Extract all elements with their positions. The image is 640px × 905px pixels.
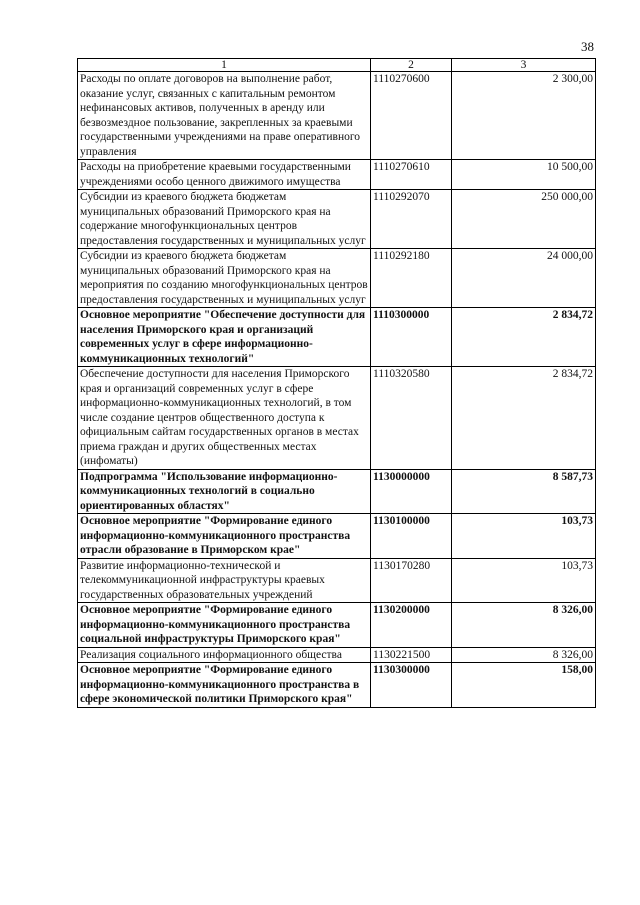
row-name-cell: Реализация социального информационного общества (78, 647, 371, 663)
row-amount-cell: 8 326,00 (452, 603, 596, 648)
table-header-row (78, 59, 596, 72)
row-code-cell: 1130000000 (371, 469, 452, 514)
table-row (78, 663, 596, 708)
row-code-cell: 1110292180 (371, 249, 452, 308)
row-code-cell: 1130221500 (371, 647, 452, 663)
table-row (78, 367, 596, 470)
row-amount-cell: 10 500,00 (452, 160, 596, 190)
row-amount-cell: 8 326,00 (452, 647, 596, 663)
column-header-name: 1 (78, 59, 371, 72)
row-name-cell: Субсидии из краевого бюджета бюджетам муниципальных образований Приморского края на мероприятия по созданию многофункциональных центров предоставления государственных и муниципальных услуг (78, 249, 371, 308)
table-row (78, 647, 596, 663)
table-row (78, 249, 596, 308)
row-code-cell: 1130170280 (371, 558, 452, 603)
column-header-amount: 3 (452, 59, 596, 72)
row-name-cell: Подпрограмма "Использование информационно-коммуникационных технологий в социально ориентированных областях" (78, 469, 371, 514)
row-name-cell: Основное мероприятие "Формирование единого информационно-коммуникационного пространства отрасли образование в Приморском крае" (78, 514, 371, 559)
page-number: 38 (581, 39, 594, 54)
table-row (78, 469, 596, 514)
row-code-cell: 1110320580 (371, 367, 452, 470)
budget-table (77, 58, 596, 708)
row-code-cell: 1130300000 (371, 663, 452, 708)
column-header-code: 2 (371, 59, 452, 72)
row-name-cell: Расходы на приобретение краевыми государственными учреждениями особо ценного движимого имущества (78, 160, 371, 190)
row-name-cell: Развитие информационно-технической и телекоммуникационной инфраструктуры краевых государственных образовательных учреждений (78, 558, 371, 603)
row-code-cell: 1130100000 (371, 514, 452, 559)
table-row (78, 603, 596, 648)
row-amount-cell: 103,73 (452, 558, 596, 603)
table-row (78, 160, 596, 190)
row-amount-cell: 250 000,00 (452, 190, 596, 249)
table-row (78, 72, 596, 160)
row-amount-cell: 8 587,73 (452, 469, 596, 514)
row-amount-cell: 158,00 (452, 663, 596, 708)
row-code-cell: 1130200000 (371, 603, 452, 648)
row-amount-cell: 24 000,00 (452, 249, 596, 308)
row-name-cell: Обеспечение доступности для населения Приморского края и организаций современных услуг в сфере информационно-коммуникационных технологий, в том числе создание центров общественного доступа к официальным сайтам государственных органов в местах приема граждан и других общественных местах (инфоматы) (78, 367, 371, 470)
row-name-cell: Основное мероприятие "Формирование единого информационно-коммуникационного пространства социальной инфраструктуры Приморского края" (78, 603, 371, 648)
row-code-cell: 1110292070 (371, 190, 452, 249)
row-code-cell: 1110300000 (371, 308, 452, 367)
table-row (78, 308, 596, 367)
row-name-cell: Основное мероприятие "Формирование единого информационно-коммуникационного пространства в сфере экономической политики Приморского края" (78, 663, 371, 708)
row-amount-cell: 2 300,00 (452, 72, 596, 160)
table-row (78, 514, 596, 559)
row-amount-cell: 2 834,72 (452, 308, 596, 367)
row-name-cell: Расходы по оплате договоров на выполнение работ, оказание услуг, связанных с капитальным ремонтом нефинансовых активов, полученных в аренду или безвозмездное пользование, закрепленных за краевыми государственными учреждениями на праве оперативного управления (78, 72, 371, 160)
row-name-cell: Основное мероприятие "Обеспечение доступности для населения Приморского края и организаций современных услуг в сфере информационно-коммуникационных технологий" (78, 308, 371, 367)
row-name-cell: Субсидии из краевого бюджета бюджетам муниципальных образований Приморского края на содержание многофункциональных центров предоставления государственных и муниципальных услуг (78, 190, 371, 249)
row-amount-cell: 2 834,72 (452, 367, 596, 470)
row-code-cell: 1110270600 (371, 72, 452, 160)
row-code-cell: 1110270610 (371, 160, 452, 190)
row-amount-cell: 103,73 (452, 514, 596, 559)
table-row (78, 558, 596, 603)
table-row (78, 190, 596, 249)
